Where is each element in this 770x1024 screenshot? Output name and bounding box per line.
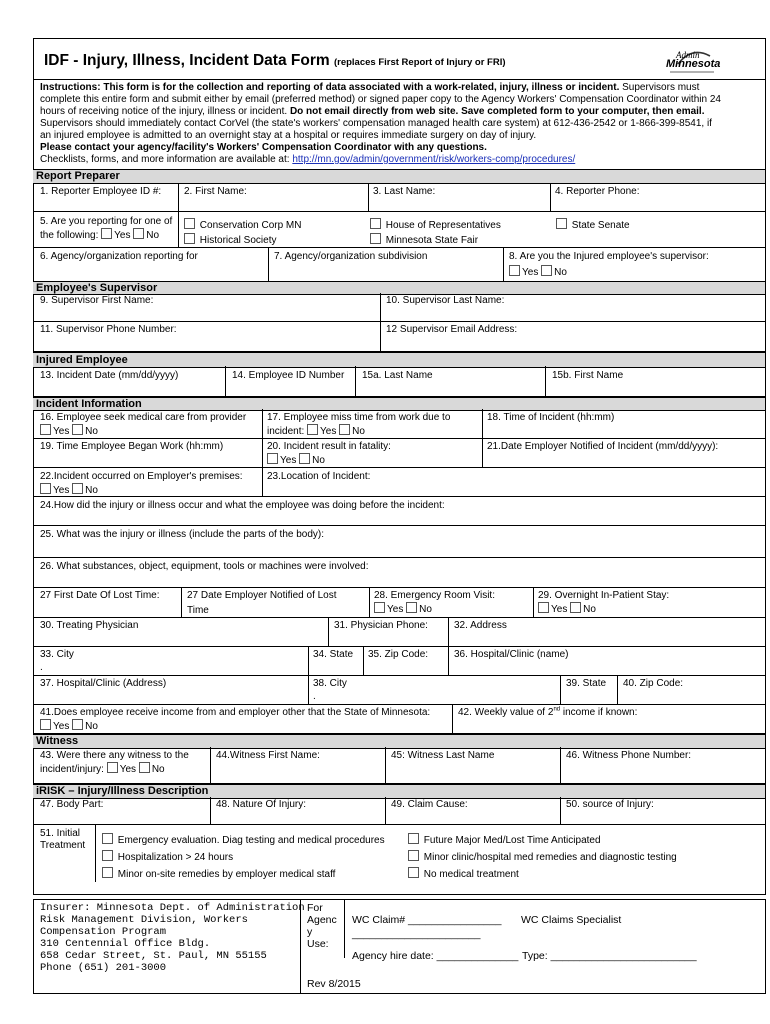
option-state-senate: State Senate [556,218,630,232]
minor-clinic-checkbox[interactable] [408,850,419,861]
miss-time-label: 17. Employee miss time from work due to [267,412,451,423]
instructions-line-4: Supervisors should immediately contact CorVel (the state's workers' compensation managed health care system) at 612-436-2542 or 1-866-399-8541, if [40,118,712,129]
treatment-emergency: Emergency evaluation. Diag testing and medical procedures [102,833,385,847]
first-lost-time-label: 27 First Date Of Lost Time: [40,590,160,601]
hospital-city-label: 38. City [313,678,347,689]
for-agency-2: Agenc [307,914,337,926]
physician-phone-label: 31. Physician Phone: [334,620,428,631]
insurer-line-1: Insurer: Minnesota Dept. of Administration [40,902,305,914]
first-name-label: 2. First Name: [184,186,247,197]
instructions-line-2: complete this entire form and submit either by email (preferred method) or signed paper copy to the Agency Workers' Compensation Coordinator within 24 [40,94,721,105]
last-name-label: 3. Last Name: [373,186,436,197]
employee-last-name-label: 15a. Last Name [362,370,433,381]
hospitalization-checkbox[interactable] [102,850,113,861]
section-witness: Witness [33,733,765,749]
initial-treatment-label-2: Treatment [40,840,86,851]
other-income-label: 41.Does employee receive income from and employer other that the State of Minnesota: [40,707,431,718]
city-label: 33. City [40,649,74,660]
address-label: 32. Address [454,620,507,631]
supervisor-first-name-label: 9. Supervisor First Name: [40,295,154,306]
agency-hire-date-field[interactable]: Agency hire date: ______________ [352,950,519,962]
section-report-preparer: Report Preparer [33,169,765,184]
procedures-link[interactable]: http://mn.gov/admin/government/risk/workers-comp/procedures/ [292,154,576,165]
lost-time-notified-label: 27 Date Employer Notified of Lost [187,590,337,601]
emergency-room-no-checkbox[interactable] [406,602,417,613]
premises-no-checkbox[interactable] [72,483,83,494]
zip-label: 35. Zip Code: [368,649,429,660]
state-label: 34. State [313,649,354,660]
option-conservation-corp: Conservation Corp MN [184,218,302,232]
weekly-income-label: 42. Weekly value of 2nd income if known: [458,706,638,718]
supervisor-phone-label: 11. Supervisor Phone Number: [40,324,177,335]
miss-time-yes-checkbox[interactable] [307,424,318,435]
option-state-fair: Minnesota State Fair [370,233,478,247]
other-income-no-checkbox[interactable] [72,719,83,730]
is-supervisor-label: 8. Are you the Injured employee's supervisor: [509,251,709,262]
wc-claims-specialist-label: WC Claims Specialist [521,914,622,926]
incident-date-label: 13. Incident Date (mm/dd/yyyy) [40,370,179,381]
insurer-line-2: Risk Management Division, Workers [40,914,248,926]
nature-of-injury-label: 48. Nature Of Injury: [216,799,307,810]
witness-yesno: incident/injury: Yes No [40,764,165,775]
employer-premises-label: 22.Incident occurred on Employer's premises: [40,471,243,482]
treating-physician-label: 30. Treating Physician [40,620,139,631]
for-agency-1: For [307,902,323,914]
emergency-room-yesno: Yes No [374,602,432,616]
substances-involved-label: 26. What substances, object, equipment, tools or machines were involved: [40,561,369,572]
fatality-no-checkbox[interactable] [299,453,310,464]
instructions-line-7: Checklists, forms, and more information are available at: http://mn.gov/admin/government/risk/workers-comp/procedures/ [40,154,576,165]
for-agency-3: y [307,926,313,938]
supervisor-last-name-label: 10. Supervisor Last Name: [386,295,505,306]
fatality-yes-checkbox[interactable] [267,453,278,464]
claim-cause-label: 49. Claim Cause: [391,799,468,810]
employer-premises-yesno: Yes No [40,483,98,497]
witness-phone-label: 46. Witness Phone Number: [566,750,692,761]
instructions-line-5: an injured employee is admitted to an overnight stay at a hospital or requires immediate surgery on day of injury. [40,130,537,141]
treatment-future-major: Future Major Med/Lost Time Anticipated [408,833,601,847]
witness-last-name-label: 45: Witness Last Name [391,750,495,761]
wc-claim-line: ______________________ [352,928,481,940]
future-major-checkbox[interactable] [408,833,419,844]
type-field[interactable]: Type: _________________________ [522,950,697,962]
house-checkbox[interactable] [370,218,381,229]
seek-medical-label: 16. Employee seek medical care from provider [40,412,247,423]
is-supervisor-no-checkbox[interactable] [541,265,552,276]
agency-subdivision-label: 7. Agency/organization subdivision [274,251,428,262]
overnight-stay-label: 29. Overnight In-Patient Stay: [538,590,670,601]
admin-minnesota-logo: Admin Minnesota [666,48,718,74]
source-of-injury-label: 50. source of Injury: [566,799,654,810]
overnight-no-checkbox[interactable] [570,602,581,613]
hospital-state-label: 39. State [566,678,607,689]
reporting-for-no-checkbox[interactable] [133,228,144,239]
hospital-city-dot: . [313,691,316,702]
other-income-yesno: Yes No [40,719,98,733]
treatment-minor-onsite: Minor on-site remedies by employer medical staff [102,867,335,881]
reporting-for-yesno: the following: Yes No [40,230,160,241]
instructions-line-6: Please contact your agency/facility's Workers' Compensation Coordinator with any questions. [40,142,487,153]
injury-description-label: 25. What was the injury or illness (include the parts of the body): [40,529,325,540]
reporting-for-label: 5. Are you reporting for one of [40,216,173,227]
time-began-work-label: 19. Time Employee Began Work (hh:mm) [40,441,224,452]
other-income-yes-checkbox[interactable] [40,719,51,730]
instructions-line-1: Instructions: This form is for the collection and reporting of data associated with a work-related, injury, illness or incident. Supervisors must [40,82,700,93]
state-fair-checkbox[interactable] [370,233,381,244]
initial-treatment-label: 51. Initial [40,828,81,839]
section-injured-employee: Injured Employee [33,351,765,368]
revision-label: Rev 8/2015 [307,978,361,990]
lost-time-notified-label-2: Time [187,605,209,616]
overnight-stay-yesno: Yes No [538,602,596,616]
wc-claim-field[interactable]: WC Claim# ________________ [352,914,502,926]
is-supervisor-yesno: Yes No [509,265,567,279]
emergency-room-yes-checkbox[interactable] [374,602,385,613]
agency-label: 6. Agency/organization reporting for [40,251,198,262]
for-agency-4: Use: [307,938,329,950]
incident-location-label: 23.Location of Incident: [267,471,371,482]
conservation-corp-checkbox[interactable] [184,218,195,229]
overnight-yes-checkbox[interactable] [538,602,549,613]
witness-first-name-label: 44.Witness First Name: [216,750,320,761]
form-title: IDF - Injury, Illness, Incident Data Form (replaces First Report of Injury or FRI) [44,52,506,69]
reporter-phone-label: 4. Reporter Phone: [555,186,640,197]
employee-id-label: 14. Employee ID Number [232,370,345,381]
section-supervisor: Employee's Supervisor [33,281,765,295]
seek-medical-yesno: Yes No [40,424,98,438]
miss-time-no-checkbox[interactable] [339,424,350,435]
emergency-room-label: 28. Emergency Room Visit: [374,590,495,601]
insurer-line-5: 658 Cedar Street, St. Paul, MN 55155 [40,950,267,962]
witness-no-checkbox[interactable] [139,762,150,773]
fatality-label: 20. Incident result in fatality: [267,441,391,452]
miss-time-yesno: incident: Yes No [267,426,365,437]
supervisor-email-label: 12 Supervisor Email Address: [386,324,518,335]
body-part-label: 47. Body Part: [40,799,104,810]
date-employer-notified-label: 21.Date Employer Notified of Incident (mm/dd/yyyy): [487,441,719,452]
hospital-zip-label: 40. Zip Code: [623,678,684,689]
reporting-for-yes-checkbox[interactable] [101,228,112,239]
treatment-hospitalization: Hospitalization > 24 hours [102,850,233,864]
witness-yes-checkbox[interactable] [107,762,118,773]
option-historical-society: Historical Society [184,233,276,247]
seek-medical-yes-checkbox[interactable] [40,424,51,435]
historical-society-checkbox[interactable] [184,233,195,244]
hospital-name-label: 36. Hospital/Clinic (name) [454,649,569,660]
emergency-eval-checkbox[interactable] [102,833,113,844]
insurer-line-3: Compensation Program [40,926,167,938]
reporter-id-label: 1. Reporter Employee ID #: [40,186,162,197]
option-house-of-representatives: House of Representatives [370,218,501,232]
no-treatment-checkbox[interactable] [408,867,419,878]
employee-first-name-label: 15b. First Name [552,370,624,381]
section-incident-information: Incident Information [33,396,765,411]
treatment-minor-clinic: Minor clinic/hospital med remedies and diagnostic testing [408,850,677,864]
hospital-address-label: 37. Hospital/Clinic (Address) [40,678,167,689]
time-of-incident-label: 18. Time of Incident (hh:mm) [487,412,615,423]
state-senate-checkbox[interactable] [556,218,567,229]
city-dot: . [40,662,43,673]
insurer-line-4: 310 Centennial Office Bldg. [40,938,211,950]
premises-yes-checkbox[interactable] [40,483,51,494]
treatment-none: No medical treatment [408,867,519,881]
instructions-line-3: hours of receiving notice of the injury, illness or incident. Do not email directly from web site. Save completed form to your computer, then email. [40,106,705,117]
seek-medical-no-checkbox[interactable] [72,424,83,435]
fatality-yesno: Yes No [267,453,325,467]
witness-question-label: 43. Were there any witness to the [40,750,189,761]
insurer-line-6: Phone (651) 201-3000 [40,962,167,974]
how-injury-occurred-label: 24.How did the injury or illness occur and what the employee was doing before the incident: [40,500,445,511]
is-supervisor-yes-checkbox[interactable] [509,265,520,276]
minor-onsite-checkbox[interactable] [102,867,113,878]
section-irisk: iRISK – Injury/Illness Description [33,783,765,799]
